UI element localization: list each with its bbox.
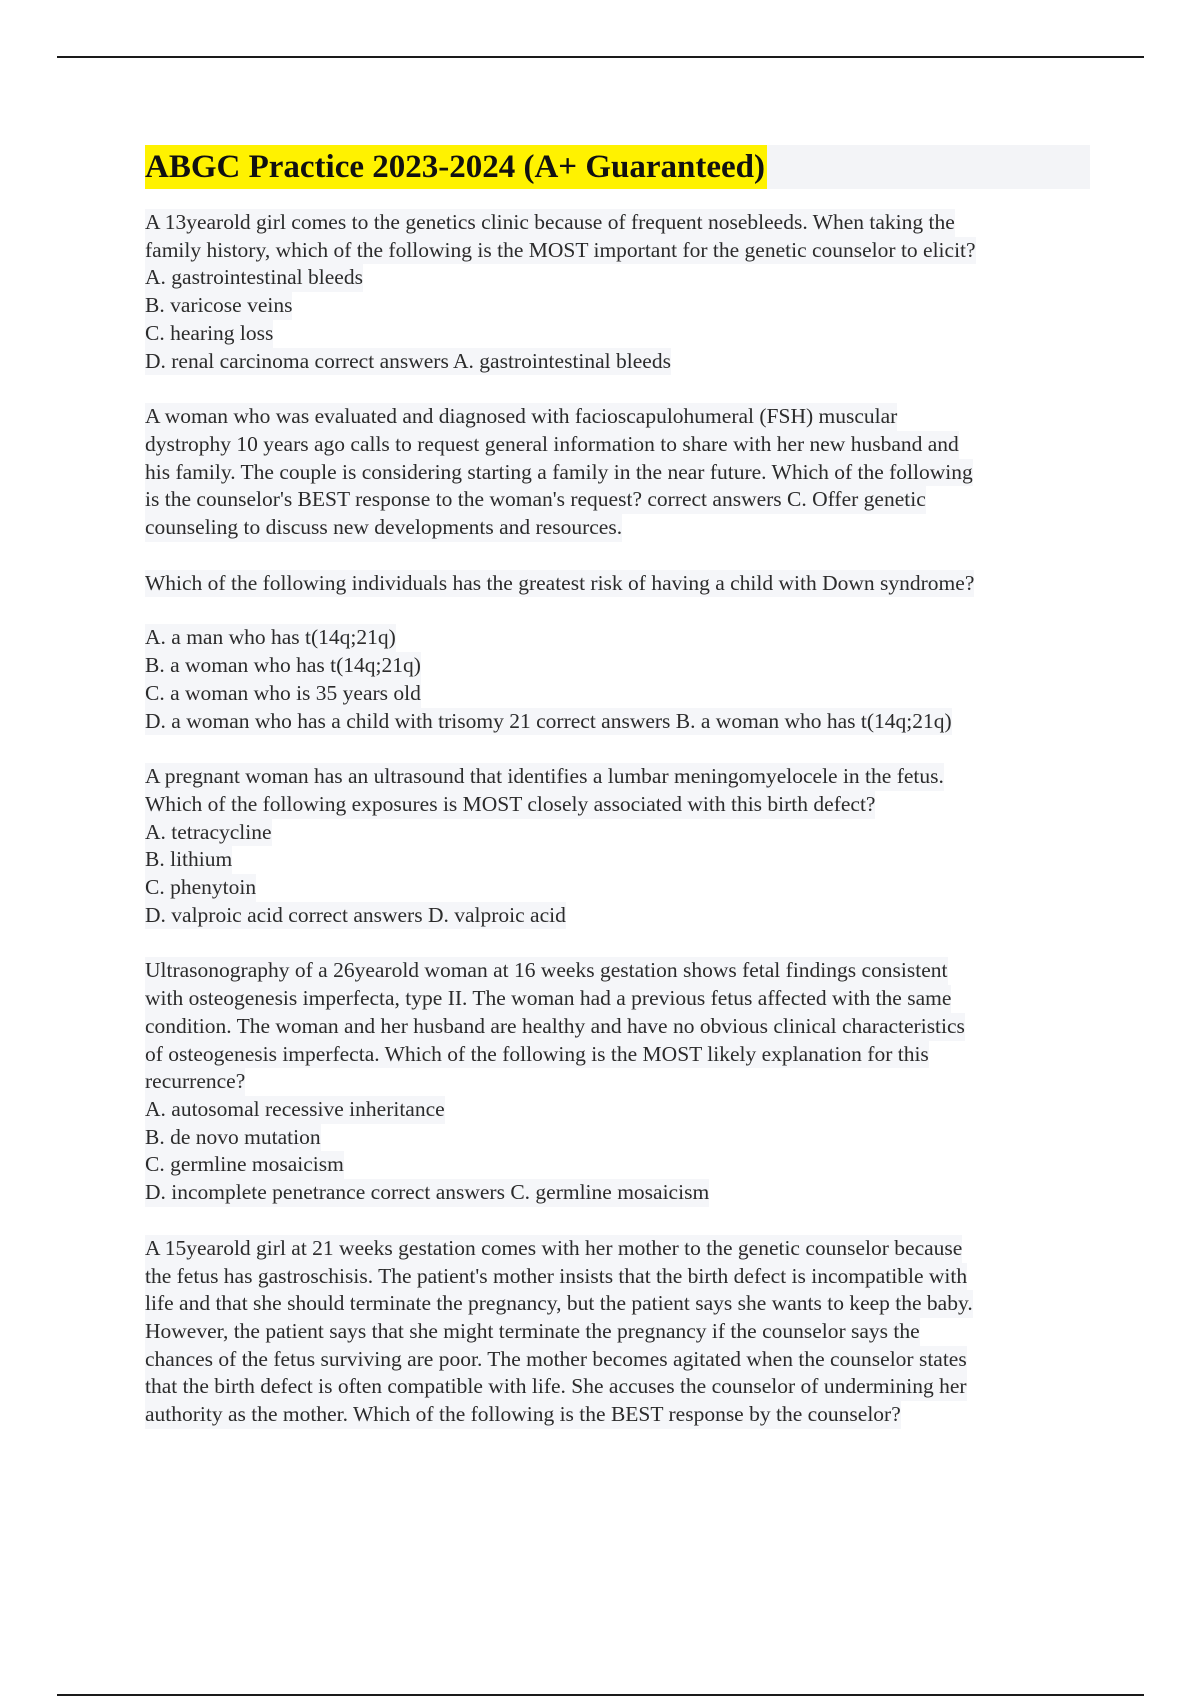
question-line: A pregnant woman has an ultrasound that identifies a lumbar meningomyelocele in the fetus. [145,763,944,791]
question-1 [145,209,1090,375]
question-line: recurrence? [145,1068,245,1096]
question-line: However, the patient says that she might terminate the pregnancy if the counselor says the [145,1318,920,1346]
answer-option: A. autosomal recessive inheritance [145,1096,445,1124]
question-line: chances of the fetus surviving are poor. The mother becomes agitated when the counselor states [145,1346,967,1374]
answer-option: D. a woman who has a child with trisomy 21 correct answers B. a woman who has t(14q;21q) [145,708,952,736]
question-line: of osteogenesis imperfecta. Which of the following is the MOST likely explanation for this [145,1041,929,1069]
question-line: Which of the following exposures is MOST closely associated with this birth defect? [145,791,875,819]
question-line: A 13yearold girl comes to the genetics clinic because of frequent nosebleeds. When taking the [145,209,955,237]
question-line: A 15yearold girl at 21 weeks gestation comes with her mother to the genetic counselor because [145,1235,962,1263]
question-2 [145,403,1090,542]
question-4 [145,763,1090,929]
document-title: ABGC Practice 2023-2024 (A+ Guaranteed) [145,145,767,189]
answer-option: B. de novo mutation [145,1124,321,1152]
answer-option: D. renal carcinoma correct answers A. gastrointestinal bleeds [145,348,671,376]
answer-option: C. germline mosaicism [145,1151,344,1179]
document-body [145,145,1090,1457]
answer-option: B. a woman who has t(14q;21q) [145,652,421,680]
question-5 [145,957,1090,1206]
answer-option: C. hearing loss [145,320,273,348]
answer-option: C. phenytoin [145,874,256,902]
answer-option: B. lithium [145,846,232,874]
question-6 [145,1235,1090,1429]
question-3 [145,570,1090,736]
blank-line [145,597,1090,624]
question-stem: Which of the following individuals has the greatest risk of having a child with Down syndrome? [145,570,974,598]
answer-option: D. valproic acid correct answers D. valproic acid [145,902,566,930]
answer-option: A. gastrointestinal bleeds [145,264,363,292]
answer-option: C. a woman who is 35 years old [145,680,421,708]
question-line: authority as the mother. Which of the following is the BEST response by the counselor? [145,1401,901,1429]
question-line: condition. The woman and her husband are healthy and have no obvious clinical characteristics [145,1013,965,1041]
bottom-rule [57,1694,1144,1696]
question-line: family history, which of the following is the MOST important for the genetic counselor to elicit? [145,237,976,265]
question-line: with osteogenesis imperfecta, type II. The woman had a previous fetus affected with the same [145,985,951,1013]
question-line: is the counselor's BEST response to the woman's request? correct answers C. Offer genetic [145,486,926,514]
question-line: counseling to discuss new developments and resources. [145,514,622,542]
question-line: the fetus has gastroschisis. The patient's mother insists that the birth defect is incompatible with [145,1263,967,1291]
question-line: A woman who was evaluated and diagnosed with facioscapulohumeral (FSH) muscular [145,403,897,431]
title-band [145,145,1090,189]
answer-option: A. tetracycline [145,819,272,847]
answer-option: B. varicose veins [145,292,292,320]
question-line: dystrophy 10 years ago calls to request general information to share with her new husband and [145,431,959,459]
question-line: life and that she should terminate the pregnancy, but the patient says she wants to keep the baby. [145,1290,973,1318]
question-line: that the birth defect is often compatible with life. She accuses the counselor of undermining her [145,1373,967,1401]
top-rule [57,56,1144,58]
question-line: Ultrasonography of a 26yearold woman at 16 weeks gestation shows fetal findings consistent [145,957,948,985]
question-line: his family. The couple is considering starting a family in the near future. Which of the following [145,459,973,487]
answer-option: A. a man who has t(14q;21q) [145,624,396,652]
answer-option: D. incomplete penetrance correct answers C. germline mosaicism [145,1179,709,1207]
